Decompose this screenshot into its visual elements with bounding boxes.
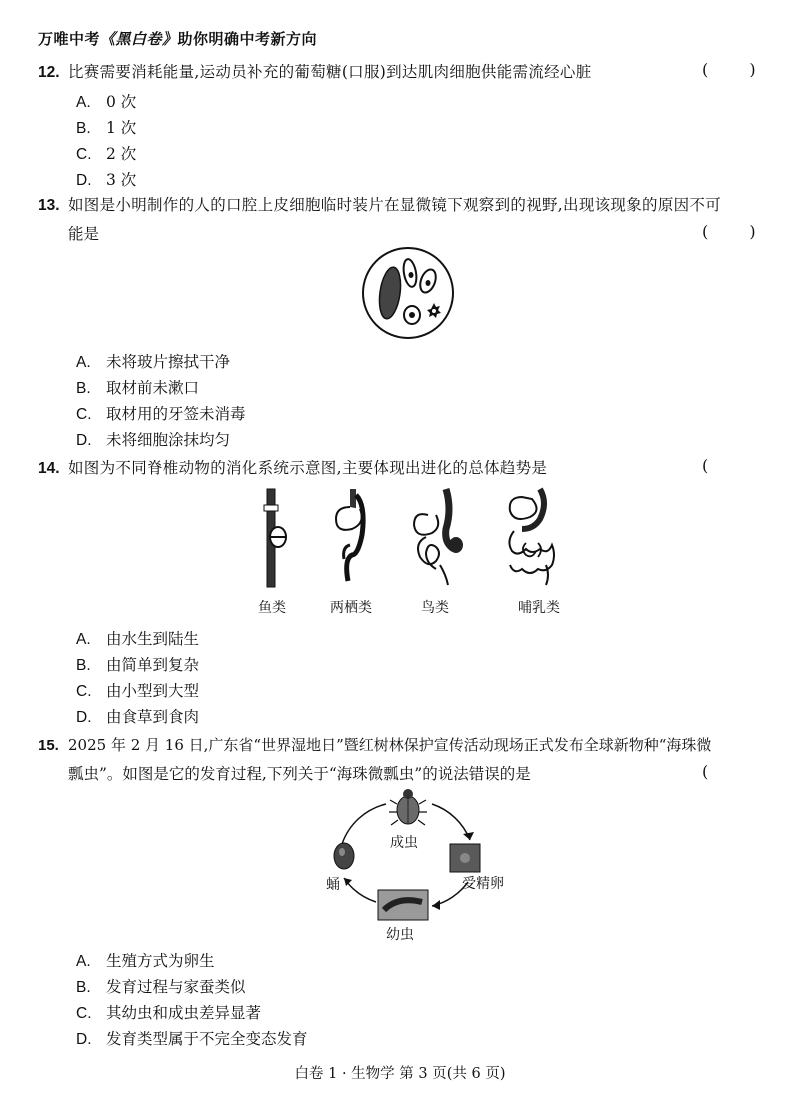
question-text-line2: 能是 (68, 225, 100, 243)
stage-pupa-label: 蛹 (326, 877, 340, 893)
question-number: 13. (38, 197, 60, 214)
header-prefix: 万唯中考 (38, 30, 101, 48)
caption-bird: 鸟类 (421, 600, 449, 616)
option-c: C. 取材用的牙签未消毒 (76, 405, 246, 423)
option-d: D. 发育类型属于不完全变态发育 (76, 1030, 308, 1048)
option-b: B. 发育过程与家蚕类似 (76, 978, 246, 996)
answer-bracket: ( (702, 456, 727, 475)
question-13 (38, 193, 721, 215)
header-brand: 《黑白卷》 (100, 30, 178, 48)
question-number: 14. (38, 460, 60, 477)
question-text: 如图为不同脊椎动物的消化系统示意图,主要体现出进化的总体趋势是 (68, 459, 548, 477)
fish-digestive-system (264, 489, 286, 587)
page-footer: 白卷 1 · 生物学 第 3 页(共 6 页) (294, 1066, 506, 1082)
option-a: A. 0 次 (76, 93, 137, 111)
question-text-line2: 瓢虫”。如图是它的发育过程,下列关于“海珠微瓢虫”的说法错误的是 (68, 765, 531, 783)
question-12 (38, 60, 592, 82)
beetle-life-cycle-figure (320, 782, 500, 932)
option-d: D. 未将细胞涂抹均匀 (76, 431, 231, 449)
option-a: A. 未将玻片擦拭干净 (76, 353, 231, 371)
caption-amphibian: 两栖类 (330, 600, 372, 616)
page-header (38, 28, 317, 49)
option-a: A. 由水生到陆生 (76, 630, 200, 648)
header-suffix: 助你明确中考新方向 (177, 30, 318, 48)
stage-adult-label: 成虫 (390, 835, 418, 851)
option-a: A. 生殖方式为卵生 (76, 952, 215, 970)
option-c: C. 其幼虫和成虫差异显著 (76, 1004, 262, 1022)
question-number: 15. (38, 737, 59, 754)
pupa-image (334, 843, 354, 869)
digestive-systems-figure (250, 485, 590, 590)
option-b: B. 取材前未漱口 (76, 379, 200, 397)
question-14 (38, 456, 547, 478)
question-text: 比赛需要消耗能量,运动员补充的葡萄糖(口服)到达肌肉细胞供能需流经心脏 (68, 63, 592, 81)
answer-bracket: ( ) (702, 222, 774, 241)
question-text-line1: 如图是小明制作的人的口腔上皮细胞临时装片在显微镜下观察到的视野,出现该现象的原因不可 (68, 196, 722, 214)
question-text-line1: 2025 年 2 月 16 日,广东省“世界湿地日”暨红树林保护宣传活动现场正式发布全球新物种“海珠微 (68, 736, 712, 754)
mammal-digestive-system (509, 489, 554, 585)
bird-digestive-system (414, 489, 463, 585)
caption-fish: 鱼类 (258, 600, 286, 616)
option-d: D. 由食草到食肉 (76, 708, 200, 726)
stage-egg-label: 受精卵 (462, 876, 504, 892)
microscope-field-figure (358, 245, 458, 341)
amphibian-digestive-system (336, 489, 363, 581)
stage-larva-label: 幼虫 (386, 927, 414, 943)
option-d: D. 3 次 (76, 171, 137, 189)
answer-bracket: ( (702, 762, 727, 781)
option-b: B. 由简单到复杂 (76, 656, 200, 674)
adult-beetle (389, 789, 427, 825)
option-b: B. 1 次 (76, 119, 137, 137)
caption-mammal: 哺乳类 (518, 600, 560, 616)
answer-bracket: ( ) (702, 60, 774, 79)
question-number: 12. (38, 64, 60, 81)
option-c: C. 由小型到大型 (76, 682, 200, 700)
question-15 (38, 734, 711, 755)
option-c: C. 2 次 (76, 145, 137, 163)
